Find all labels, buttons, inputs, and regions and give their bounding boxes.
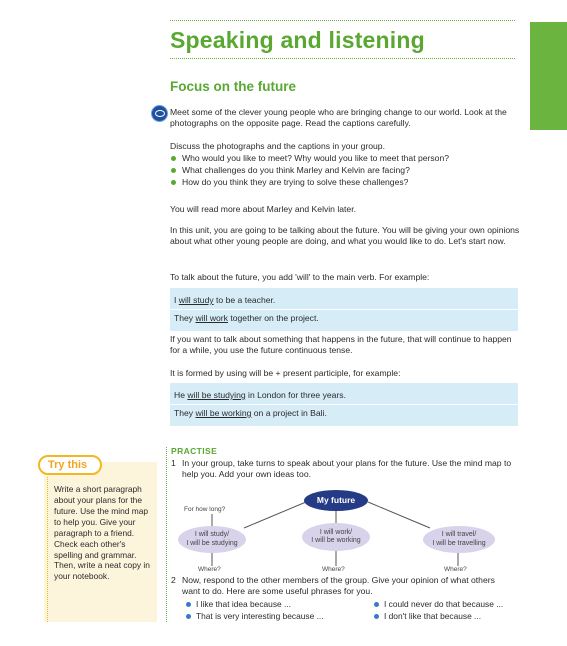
example-sentence: They will be working on a project in Bali. xyxy=(174,408,327,418)
practise-task-2: Now, respond to the other members of the group. Give your opinion of what others want to do. Here are some useful phrases for you. xyxy=(182,575,495,596)
list-item: How do you think they are trying to solve these challenges? xyxy=(170,177,520,188)
list-item: Who would you like to meet? Why would you like to meet that person? xyxy=(170,153,520,164)
mind-map-where: Where? xyxy=(444,566,467,573)
list-item: What challenges do you think Marley and Kelvin are facing? xyxy=(170,165,520,176)
will-rule-paragraph: To talk about the future, you add 'will' to the main verb. For example: xyxy=(170,272,430,282)
example-sentence: He will be studying in London for three years. xyxy=(174,390,346,400)
mind-map-node-travel: I will travel/ I will be travelling xyxy=(423,526,495,553)
read-more-paragraph: You will read more about Marley and Kelvin later. xyxy=(170,204,356,214)
task-number: 1 xyxy=(171,458,176,468)
discuss-paragraph: Discuss the photographs and the captions in your group. xyxy=(170,141,385,151)
phrase-item: I could never do that because ... xyxy=(384,599,504,609)
practise-heading: PRACTISE xyxy=(171,446,218,456)
try-this-divider xyxy=(47,477,48,622)
example-sentence: They will work together on the project. xyxy=(174,313,319,323)
mind-map-node-work: I will work/ I will be working xyxy=(302,523,370,551)
mind-map-node-study: I will study/ I will be studying xyxy=(178,526,246,553)
mind-map-center: My future xyxy=(304,490,368,511)
try-this-badge: Try this xyxy=(38,455,102,475)
page-title: Speaking and listening xyxy=(170,27,425,53)
continuous-paragraph: If you want to talk about something that happens in the future, that will continue to happen for a while, you use the future continuous tense. xyxy=(170,334,512,355)
mind-map-question: For how long? xyxy=(184,506,226,513)
phrase-item: I like that idea because ... xyxy=(196,599,291,609)
intro-paragraph: Meet some of the clever young people who are bringing change to our world. Look at the photographs on the opposite page. Read the captions carefully. xyxy=(170,107,507,128)
mind-map-where: Where? xyxy=(198,566,221,573)
mind-map-where: Where? xyxy=(322,566,345,573)
section-subtitle: Focus on the future xyxy=(170,79,296,94)
task-number: 2 xyxy=(171,575,176,585)
phrase-item: That is very interesting because ... xyxy=(196,611,324,621)
formation-paragraph: It is formed by using will be + present participle, for example: xyxy=(170,368,401,378)
try-this-text: Write a short paragraph about your plans for the future. Use the mind map to help you. Give your paragraph to a friend. Check each other's spelling and grammar. Then, write a neat copy in your notebook. xyxy=(54,484,150,582)
unit-intro-paragraph: In this unit, you are going to be talking about the future. You will be giving your own opinions about what other young people are doing, and what you would like to do. Let's start now. xyxy=(170,225,520,246)
example-sentence: I will study to be a teacher. xyxy=(174,295,276,305)
practise-task-1: In your group, take turns to speak about your plans for the future. Use the mind map to help you. Add your own ideas too. xyxy=(182,458,512,479)
phrase-item: I don't like that because ... xyxy=(384,611,482,621)
